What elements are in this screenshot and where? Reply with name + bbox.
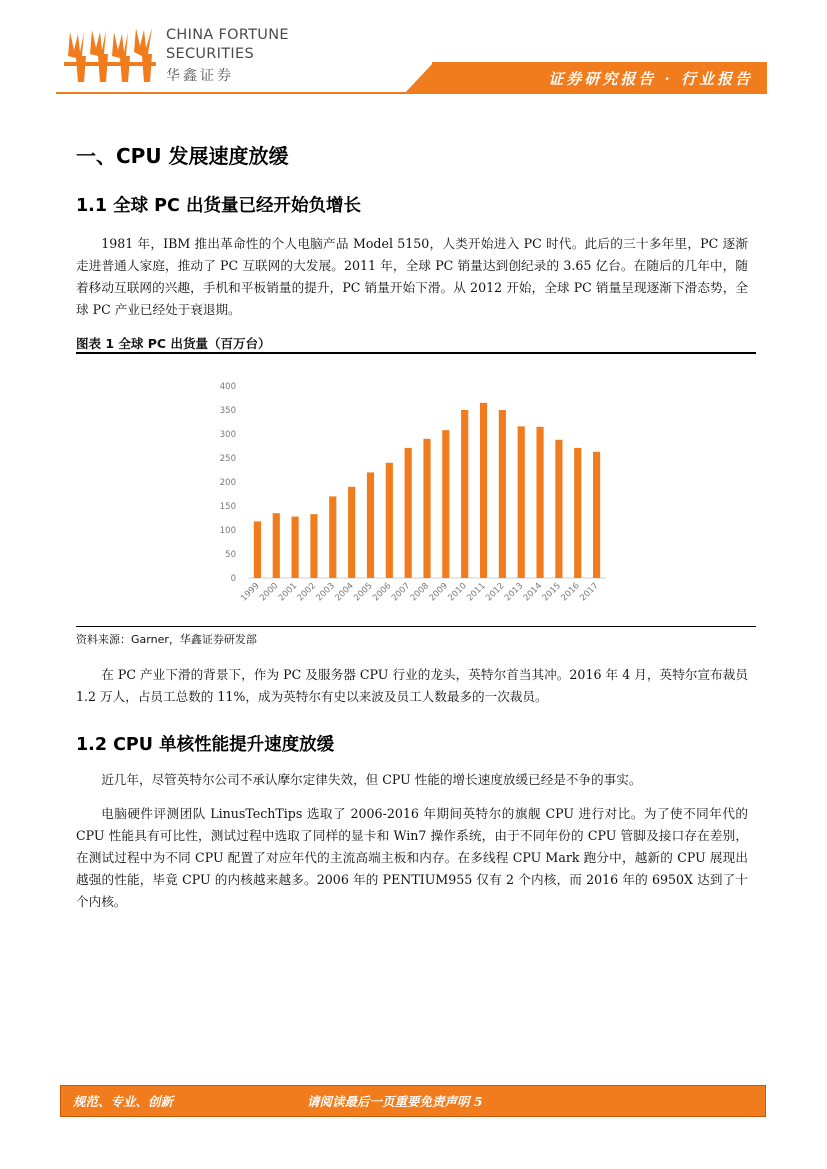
y-tick-label: 400 [219,382,236,392]
company-name-en-line2: SECURITIES [166,46,254,62]
figure-source: 资料来源：Garner，华鑫证券研发部 [76,633,257,646]
bar-2003 [329,496,336,578]
paragraph-moore-law: 近几年，尽管英特尔公司不承认摩尔定律失效，但 CPU 性能的增长速度放缓已经是不争的事实。 [101,772,642,787]
company-logo [64,22,156,84]
x-tick-label: 2005 [352,581,375,604]
x-tick-label: 2014 [521,581,545,604]
x-tick-label: 2011 [465,581,488,604]
x-tick-label: 2008 [408,581,432,604]
bar-2005 [367,472,374,578]
figure-title: 图表 1 全球 PC 出货量（百万台） [76,336,271,351]
y-tick-label: 50 [225,550,236,560]
bar-2010 [461,410,468,578]
figure-top-rule [76,352,756,354]
y-tick-label: 100 [219,526,236,536]
x-tick-label: 2012 [484,581,507,604]
bar-2016 [574,448,581,578]
footer-disclaimer-page: 请阅读最后一页重要免责声明 5 [307,1094,483,1109]
paragraph-intel-layoffs: 在 PC 产业下滑的背景下，作为 PC 及服务器 CPU 行业的龙头，英特尔首当其冲。2016 年 4 月，英特尔宣布裁员 1.2 万人，占员工总数的 11%，成为英特尔有史以来波及员工人数最多的一次裁员。 [76,667,748,704]
bar-2002 [310,514,317,578]
x-tick-label: 2009 [427,581,450,604]
bar-2000 [273,513,280,578]
bar-2009 [442,430,449,578]
x-tick-label: 1999 [239,581,262,604]
y-tick-label: 150 [219,502,236,512]
x-tick-label: 2000 [258,581,281,604]
footer-slogan: 规范、专业、创新 [73,1094,174,1109]
logo-mark-icon [64,22,156,84]
footer-band [60,1085,766,1117]
x-tick-label: 2007 [389,581,413,604]
pc-shipments-chart [76,356,756,624]
company-name-cn: 华鑫证券 [166,68,234,84]
x-tick-label: 2013 [502,581,526,604]
bar-2001 [292,517,299,578]
y-tick-label: 350 [219,406,236,416]
bar-2008 [423,439,430,578]
company-name-en-line1: CHINA FORTUNE [166,27,289,43]
report-type-band: 证券研究报告 · 行业报告 [432,62,767,94]
x-tick-label: 2016 [559,581,582,604]
x-tick-label: 2015 [540,581,564,604]
bar-2011 [480,403,487,578]
bar-2004 [348,487,355,578]
header-rule [56,92,416,94]
section-title: 一、CPU 发展速度放缓 [76,144,289,168]
subsection-title-1-1: 1.1 全球 PC 出货量已经开始负增长 [76,196,361,216]
subsection-title-1-2: 1.2 CPU 单核性能提升速度放缓 [76,735,335,755]
bar-1999 [254,521,261,578]
paragraph-pc-history: 1981 年，IBM 推出革命性的个人电脑产品 Model 5150，人类开始进入 PC 时代。此后的三十多年里，PC 逐渐走进普通人家庭，推动了 PC 互联网的大发展。2011 年，全球 PC 销量达到创纪录的 3.65 亿台。在随后的几年中，随着移动互联网的兴趣，手机和平板销量的提升，PC 销量开始下滑。从 2012 开始，全球 PC 销量呈现逐渐下滑态势，全球 PC 产业已经处于衰退期。 [76,236,748,317]
bar-2007 [405,448,412,578]
x-tick-label: 2003 [314,581,337,604]
x-tick-label: 2010 [446,581,469,604]
bar-2017 [593,452,600,578]
bar-2015 [555,440,562,578]
bar-2013 [518,426,525,578]
x-tick-label: 2002 [295,581,319,604]
x-tick-label: 2006 [371,581,394,604]
y-tick-label: 0 [230,574,236,584]
y-tick-label: 250 [219,454,236,464]
y-tick-label: 300 [219,430,236,440]
x-tick-label: 2001 [276,581,300,604]
figure-bottom-rule [76,626,756,627]
x-tick-label: 2017 [578,581,601,604]
x-tick-label: 2004 [333,581,356,604]
bar-2006 [386,463,393,578]
bar-2014 [536,427,543,578]
bar-2012 [499,410,506,578]
header-band-slant [404,62,434,94]
y-tick-label: 200 [219,478,236,488]
paragraph-linustechtips: 电脑硬件评测团队 LinusTechTips 选取了 2006-2016 年期间英特尔的旗舰 CPU 进行对比。为了使不同年代的 CPU 性能具有可比性，测试过程中选取了同样的显卡和 Win7 操作系统，由于不同年份的 CPU 管脚及接口存在差别，在测试过程中为不同 CPU 配置了对应年代的主流高端主板和内存。在多线程 CPU Mark 跑分中，越新的 CPU 展现出越强的性能，毕竟 CPU 的内核越来越多。2006 年的 PENTIUM955 仅有 2 个内核，而 2016 年的 6950X 达到了十个内核。 [76,806,748,909]
